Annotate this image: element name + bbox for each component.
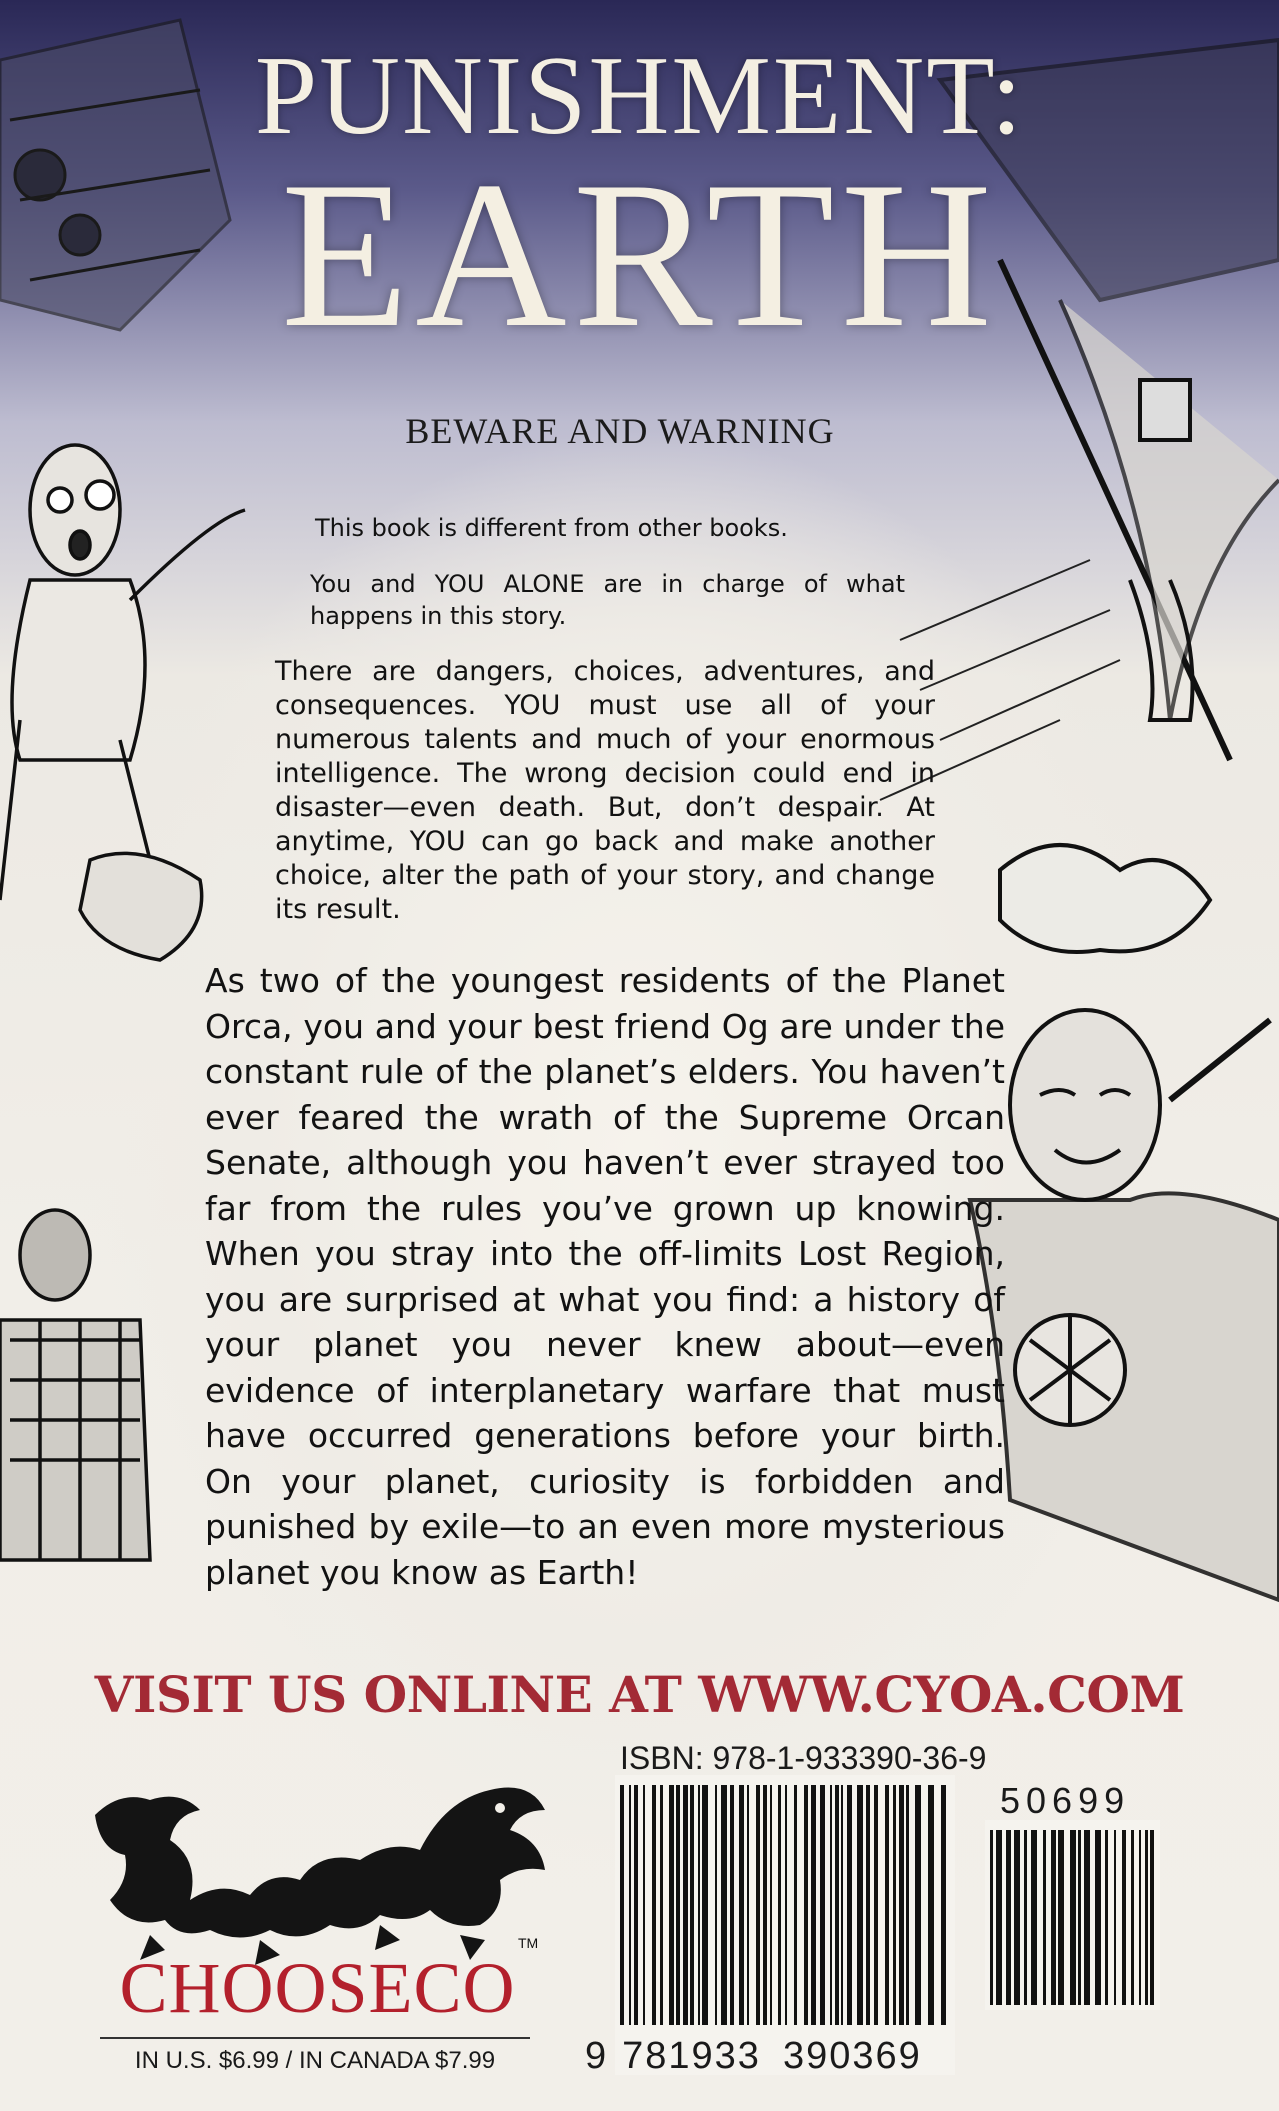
barcode-bar <box>620 1785 624 2025</box>
barcode-digits-group1: 781933 <box>622 2035 761 2077</box>
barcode-bar <box>1014 1830 1020 2005</box>
barcode-bar <box>1006 1830 1011 2005</box>
barcode-bar <box>1131 1830 1134 2005</box>
barcode-bar <box>906 1785 909 2025</box>
barcode-bar <box>1114 1830 1116 2005</box>
barcode-bar <box>941 1785 946 2025</box>
intro-paragraph-3: There are dangers, choices, adventures, and consequences. YOU must use all of your numerous talents and much of your enormous intelligence. The wrong decision could end in disaster—even death. But, don’t despair. At anytime, YOU can go back and make another choice, alter the path of your story, and change its result. <box>275 656 935 925</box>
barcode-bar <box>747 1785 749 2025</box>
barcode-bar <box>643 1785 645 2025</box>
barcode-bar <box>690 1785 694 2025</box>
elder-illustration <box>970 845 1279 1600</box>
barcode-bar <box>899 1785 904 2025</box>
barcode-bar <box>835 1785 839 2025</box>
barcode-bar <box>715 1785 717 2025</box>
barcode-digits-group2: 390369 <box>782 2035 922 2077</box>
barcode-bar <box>634 1785 638 2025</box>
barcode-bar <box>1058 1830 1064 2005</box>
barcode-bar <box>763 1785 767 2025</box>
barcode-bar <box>928 1785 934 2025</box>
barcode-bar <box>739 1785 744 2025</box>
barcode-bar <box>1095 1830 1101 2005</box>
warning-heading: BEWARE AND WARNING <box>405 411 835 451</box>
barcode-bar <box>1105 1830 1108 2005</box>
price-label: IN U.S. $6.99 / IN CANADA $7.99 <box>134 2047 496 2074</box>
trademark-mark: TM <box>518 1935 539 1951</box>
barcode-bar <box>885 1785 889 2025</box>
barcode-bar <box>1031 1830 1037 2005</box>
barcode-bar <box>1070 1830 1076 2005</box>
isbn-label: ISBN: 978-1-933390-36-9 <box>620 1740 987 1776</box>
barcode-bar <box>1145 1830 1148 2005</box>
barcode-bar <box>721 1785 727 2025</box>
barcode-bar <box>676 1785 680 2025</box>
barcode-bar <box>996 1830 1002 2005</box>
alien-illustration <box>0 445 245 960</box>
barcode-bar <box>652 1785 656 2025</box>
barcode-price-code: 50699 <box>1000 1780 1131 1821</box>
barcode-bar <box>847 1785 852 2025</box>
barcode-bar <box>770 1785 772 2025</box>
barcode-bar <box>698 1785 700 2025</box>
publisher-name: CHOOSECO <box>119 1948 516 2028</box>
dragon-logo <box>95 1788 545 1966</box>
barcode-bar <box>893 1785 896 2025</box>
barcode-bar <box>683 1785 688 2025</box>
barcode-bar <box>778 1785 781 2025</box>
barcode-bar <box>841 1785 843 2025</box>
soldier-illustration <box>0 1210 150 1560</box>
barcode-bar <box>785 1785 787 2025</box>
story-synopsis: As two of the youngest residents of the Planet Orca, you and your best friend Og are under the constant rule of the planet’s elders. You haven’t ever feared the wrath of the Supreme Orcan Senate, although you haven’t ever strayed too far from the rules you’ve grown up knowing. When you stray into the off-limits Lost Region, you are surprised at what you find: a history of your planet you never knew about—even evidence of interplanetary warfare that must have occurred generations before your birth. On your planet, curiosity is forbidden and punished by exile—to an even more mysterious planet you know as Earth! <box>205 961 1005 1592</box>
barcode-bar <box>1139 1830 1141 2005</box>
barcode-bar <box>811 1785 816 2025</box>
barcode-bar <box>660 1785 663 2025</box>
barcode-bar <box>1078 1830 1081 2005</box>
barcode-bar <box>669 1785 674 2025</box>
barcode-bar <box>1122 1830 1126 2005</box>
barcode-bar <box>702 1785 708 2025</box>
barcode-bar <box>794 1785 797 2025</box>
barcode-bar <box>1150 1830 1154 2005</box>
barcode-bar <box>756 1785 760 2025</box>
barcode-bar <box>990 1830 993 2005</box>
barcode-bar <box>820 1785 825 2025</box>
barcode-bar <box>804 1785 808 2025</box>
barcode-bar <box>1024 1830 1027 2005</box>
intro-paragraph-2: You and YOU ALONE are in charge of what happens in this story. <box>310 570 905 630</box>
barcode-digit-lead: 9 <box>585 2035 609 2077</box>
book-title-line1: PUNISHMENT: <box>254 34 1025 158</box>
barcode-bar <box>730 1785 734 2025</box>
barcode-bar <box>1043 1830 1046 2005</box>
barcode-bar <box>874 1785 878 2025</box>
barcode-bar <box>857 1785 863 2025</box>
barcode-bar <box>866 1785 870 2025</box>
divider <box>100 2037 530 2039</box>
barcode-bar <box>1051 1830 1056 2005</box>
intro-paragraph-1: This book is different from other books. <box>315 514 788 542</box>
book-title-line2: EARTH <box>280 139 999 371</box>
barcode-bar <box>830 1785 832 2025</box>
barcode-bar <box>1084 1830 1090 2005</box>
barcode-digits <box>585 2035 922 2078</box>
barcode-bar <box>629 1785 631 2025</box>
website-banner: VISIT US ONLINE AT WWW.CYOA.COM <box>94 1665 1185 1724</box>
barcode-bar <box>915 1785 921 2025</box>
